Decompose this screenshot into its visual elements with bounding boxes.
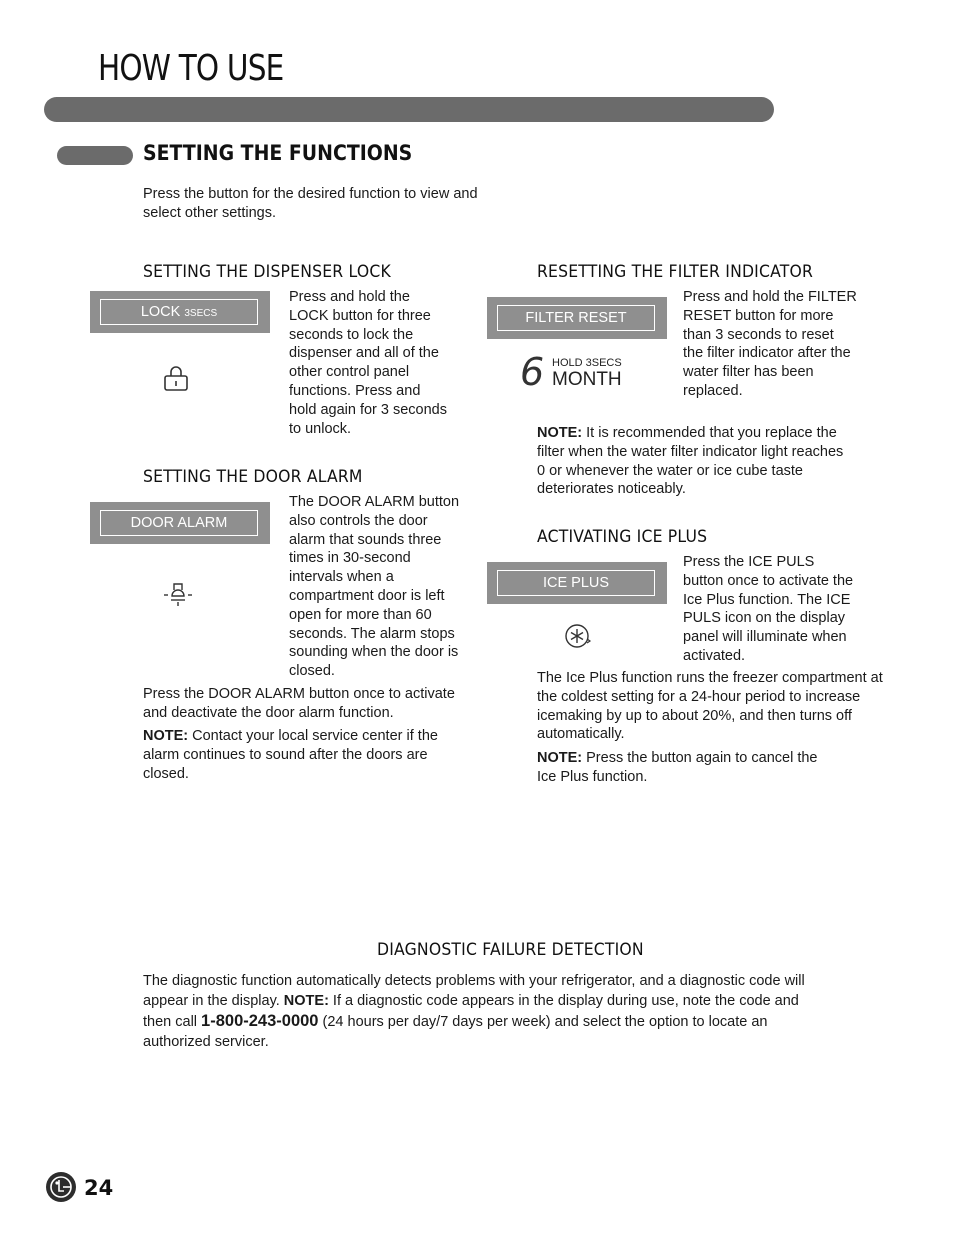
dispenser-lock-heading: SETTING THE DISPENSER LOCK	[143, 262, 391, 282]
lock-icon	[163, 364, 189, 392]
filter-heading: RESETTING THE FILTER INDICATOR	[537, 262, 814, 282]
filter-display-unit: MONTH	[552, 369, 622, 390]
section-intro: Press the button for the desired function to view and select other settings.	[143, 186, 478, 221]
filter-display-hold: HOLD 3SECS	[552, 357, 622, 369]
door-alarm-heading: SETTING THE DOOR ALARM	[143, 467, 363, 487]
snowflake-icon	[563, 622, 593, 650]
phone-number: 1-800-243-0000	[201, 1012, 319, 1030]
door-alarm-button-panel	[90, 502, 270, 544]
filter-display-digit: 6	[520, 350, 545, 394]
diagnostic-text: The diagnostic function automatically detects problems with your refrigerator, and a diagnostic code will appear in the display. NOTE: If a diagnostic code appears in the display during use, note the code and then call 1-800-243-0000 (24 hours per day/7 days per week) and select the option to locate an authorized servicer.	[143, 973, 805, 1050]
header-bar	[44, 97, 774, 122]
bell-icon	[162, 578, 194, 608]
filter-note: NOTE: It is recommended that you replace the filter when the water filter indicator light reaches 0 or whenever the water or ice cube taste deteriorates noticeably.	[537, 425, 844, 498]
door-alarm-note: NOTE: Contact your local service center if the alarm continues to sound after the doors are closed.	[143, 728, 438, 782]
filter-reset-button[interactable]: FILTER RESET	[497, 305, 655, 331]
page-title: HOW TO USE	[98, 48, 284, 89]
section-title: SETTING THE FUNCTIONS	[143, 141, 413, 165]
filter-text: Press and hold the FILTER RESET button for more than 3 seconds to reset the filter indicator after the water filter has been replaced.	[683, 289, 857, 399]
door-alarm-button[interactable]: DOOR ALARM	[100, 510, 258, 536]
door-alarm-paragraph: Press the DOOR ALARM button once to activate and deactivate the door alarm function.	[143, 686, 455, 721]
diagnostic-heading: DIAGNOSTIC FAILURE DETECTION	[377, 940, 644, 960]
filter-reset-button-panel	[487, 297, 667, 339]
lock-button-panel	[90, 291, 270, 333]
section-marker	[57, 146, 133, 165]
ice-plus-button[interactable]: ICE PLUS	[497, 570, 655, 596]
page-number: 24	[84, 1176, 114, 1200]
ice-plus-note: NOTE: Press the button again to cancel the Ice Plus function.	[537, 750, 818, 785]
dispenser-lock-text: Press and hold the LOCK button for three seconds to lock the dispenser and all of the other control panel functions. Press and hold again for 3 seconds to unlock.	[289, 289, 447, 437]
lg-logo	[46, 1172, 76, 1202]
lock-button[interactable]: LOCK 3SECS	[100, 299, 258, 325]
ice-plus-button-panel	[487, 562, 667, 604]
door-alarm-text: The DOOR ALARM button also controls the door alarm that sounds three times in 30-second intervals when a compartment door is left open for more than 60 seconds. The alarm stops sounding when the door is closed.	[289, 494, 460, 680]
ice-plus-heading: ACTIVATING ICE PLUS	[537, 527, 708, 547]
ice-plus-text: Press the ICE PULS button once to activate the Ice Plus function. The ICE PULS icon on the display panel will illuminate when activated.	[683, 554, 854, 664]
ice-plus-paragraph: The Ice Plus function runs the freezer compartment at the coldest setting for a 24-hour period to increase icemaking by up to about 20%, and then turns off automatically.	[537, 670, 883, 743]
